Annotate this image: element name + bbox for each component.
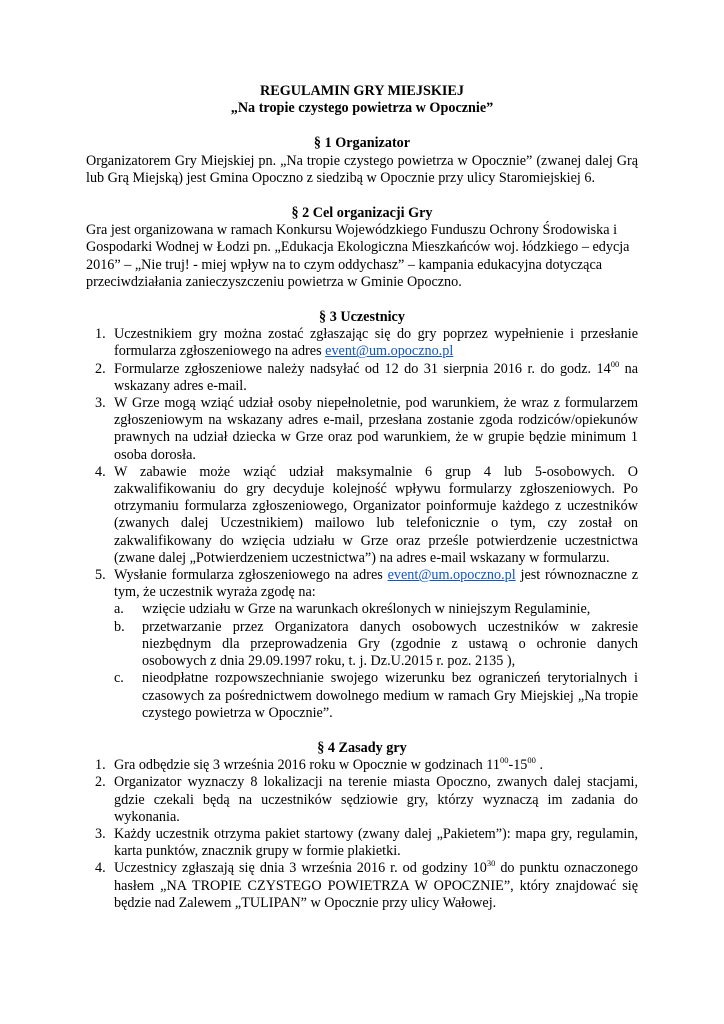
list-item-number: 1. bbox=[95, 757, 106, 774]
list-item-number: 2. bbox=[95, 774, 106, 791]
list-item bbox=[86, 826, 638, 860]
superscript: 30 bbox=[486, 858, 496, 869]
section-2-heading: § 2 Cel organizacji Gry bbox=[291, 205, 433, 222]
section-2-text: Gra jest organizowana w ramach Konkursu Wojewódzkiego Funduszu Ochrony Środowiska i Gospodarki Wodnej w Łodzi pn. „Edukacja Ekologiczna Mieszkańców woj. łódzkiego – edycja 2016” – „Nie truj! - miej wpływ na to czym oddychasz” – kampania edukacyjna dotycząca przeciwdziałania zanieczyszczeniu powietrza w Gminie Opoczno. bbox=[86, 222, 630, 290]
section-4-list bbox=[86, 757, 638, 912]
list-item-number: 2. bbox=[95, 360, 106, 377]
section-3-list bbox=[86, 326, 638, 722]
list-item-text-cont: na wskazany adres e-mail. bbox=[114, 360, 639, 394]
email-link[interactable]: event@um.opoczno.pl bbox=[325, 343, 454, 360]
sublist-item-letter: c. bbox=[114, 670, 124, 687]
list-item-text: Uczestnikiem gry można zostać zgłaszając się do gry poprzez wypełnienie i przesłanie formularza zgłoszeniowego na adres bbox=[114, 326, 638, 360]
section-1-text: Organizatorem Gry Miejskiej pn. „Na tropie czystego powietrza w Opocznie” (zwanej dalej Grą lub Grą Miejską) jest Gmina Opoczno z siedzibą w Opocznie przy ulicy Staromiejskiej 6. bbox=[86, 152, 638, 186]
section-4-heading: § 4 Zasady gry bbox=[317, 739, 407, 756]
superscript: 00 bbox=[610, 358, 620, 369]
superscript: 00 bbox=[527, 755, 536, 766]
list-item-text: W Grze mogą wziąć udział osoby niepełnoletnie, pod warunkiem, że wraz z formularzem zgłoszeniowym na wskazany adres e-mail, przesłana zostanie zgoda rodziców/opiekunów prawnych na udział dziecka w Grze oraz pod warunkiem, że w grupie będzie minimum 1 osoba dorosła. bbox=[114, 395, 638, 463]
list-item-text-cont: . bbox=[539, 757, 543, 774]
list-item-text-cont: do punktu oznaczonego hasłem „NA TROPIE CZYSTEGO POWIETRZA W OPOCZNIE”, który znajdować się będzie nad Zalewem „TULIPAN” w Opocznie przy ulicy Wałowej. bbox=[114, 860, 639, 911]
sublist-item-text: nieodpłatne rozpowszechnianie swojego wizerunku bez ograniczeń terytorialnych i czasowych za pośrednictwem dowolnego medium w ramach Gry Miejskiej „Na tropie czystego powietrza w Opocznie”. bbox=[142, 670, 638, 721]
list-item bbox=[86, 757, 638, 774]
list-item-number: 3. bbox=[95, 395, 106, 412]
superscript: 00 bbox=[499, 755, 509, 766]
sublist-item-letter: a. bbox=[114, 601, 124, 618]
list-item-text: Uczestnicy zgłaszają się dnia 3 września 2016 r. od godziny 10 bbox=[114, 860, 487, 877]
list-item bbox=[86, 358, 639, 395]
list-item-text-cont: jest równoznaczne z tym, że uczestnik wyraża zgodę na: bbox=[114, 567, 638, 601]
section-3-heading: § 3 Uczestnicy bbox=[319, 309, 405, 326]
list-item bbox=[86, 774, 638, 826]
list-item bbox=[86, 395, 638, 464]
consent-sublist bbox=[114, 601, 638, 721]
list-item bbox=[86, 326, 638, 360]
list-item-number: 4. bbox=[95, 463, 106, 480]
list-item-text: Wysłanie formularza zgłoszeniowego na adres bbox=[114, 567, 383, 584]
list-item-number: 1. bbox=[95, 326, 106, 343]
list-item-number: 4. bbox=[95, 860, 106, 877]
sublist-item-text: przetwarzanie przez Organizatora danych osobowych uczestników w zakresie niezbędnym dla przeprowadzenia Gry (zgodnie z ustawą o ochronie danych osobowych z dnia 29.09.1997 roku, t. j. Dz.U.2015 r. poz. 2135 ), bbox=[142, 618, 638, 670]
list-item-text: W zabawie może wziąć udział maksymalnie 6 grup 4 lub 5-osobowych. O zakwalifikowaniu do gry decyduje kolejność wpływu formularzy zgłoszeniowych. Po otrzymaniu formularza zgłoszeniowego, Organizator poinformuje każdego z uczestników (zwanych dalej Uczestnikiem) mailowo lub telefonicznie o tym, czy został on zakwalifikowany do wzięcia udziału w Grze oraz prześle potwierdzenie uczestnictwa (zwane dalej „Potwierdzeniem uczestnictwa”) na adres e-mail wskazany w formularzu. bbox=[114, 463, 638, 566]
sublist-item bbox=[114, 619, 638, 671]
document-title: REGULAMIN GRY MIEJSKIEJ bbox=[260, 83, 464, 99]
list-item-text: Formularze zgłoszeniowe należy nadsyłać od 12 do 31 sierpnia 2016 r. do godz. 14 bbox=[114, 360, 611, 377]
list-item bbox=[86, 567, 638, 722]
list-item bbox=[86, 464, 638, 567]
document-content bbox=[86, 83, 638, 912]
email-link[interactable]: event@um.opoczno.pl bbox=[387, 567, 516, 584]
document-subtitle: „Na tropie czystego powietrza w Opocznie” bbox=[230, 100, 494, 117]
list-item-text: Każdy uczestnik otrzyma pakiet startowy (zwany dalej „Pakietem”): mapa gry, regulamin, karta punktów, znacznik grupy w formie plakietki. bbox=[114, 825, 638, 860]
sublist-item-text: wzięcie udziału w Grze na warunkach określonych w niniejszym Regulaminie, bbox=[142, 601, 591, 618]
sublist-item-letter: b. bbox=[114, 618, 125, 635]
time-dash: -15 bbox=[508, 757, 528, 774]
sublist-item bbox=[114, 601, 638, 618]
section-1-heading: § 1 Organizator bbox=[313, 135, 411, 152]
list-item-number: 5. bbox=[95, 567, 106, 584]
list-item-number: 3. bbox=[95, 825, 106, 842]
sublist-item bbox=[114, 670, 638, 722]
list-item bbox=[86, 860, 638, 912]
list-item-text: Organizator wyznaczy 8 lokalizacji na terenie miasta Opoczno, zwanych dalej stacjami, gdzie czekali będą na uczestników sędziowie gry, którzy wyznaczą im zadania do wykonania. bbox=[114, 774, 638, 825]
list-item-text: Gra odbędzie się 3 września 2016 roku w Opocznie w godzinach 11 bbox=[114, 757, 500, 774]
